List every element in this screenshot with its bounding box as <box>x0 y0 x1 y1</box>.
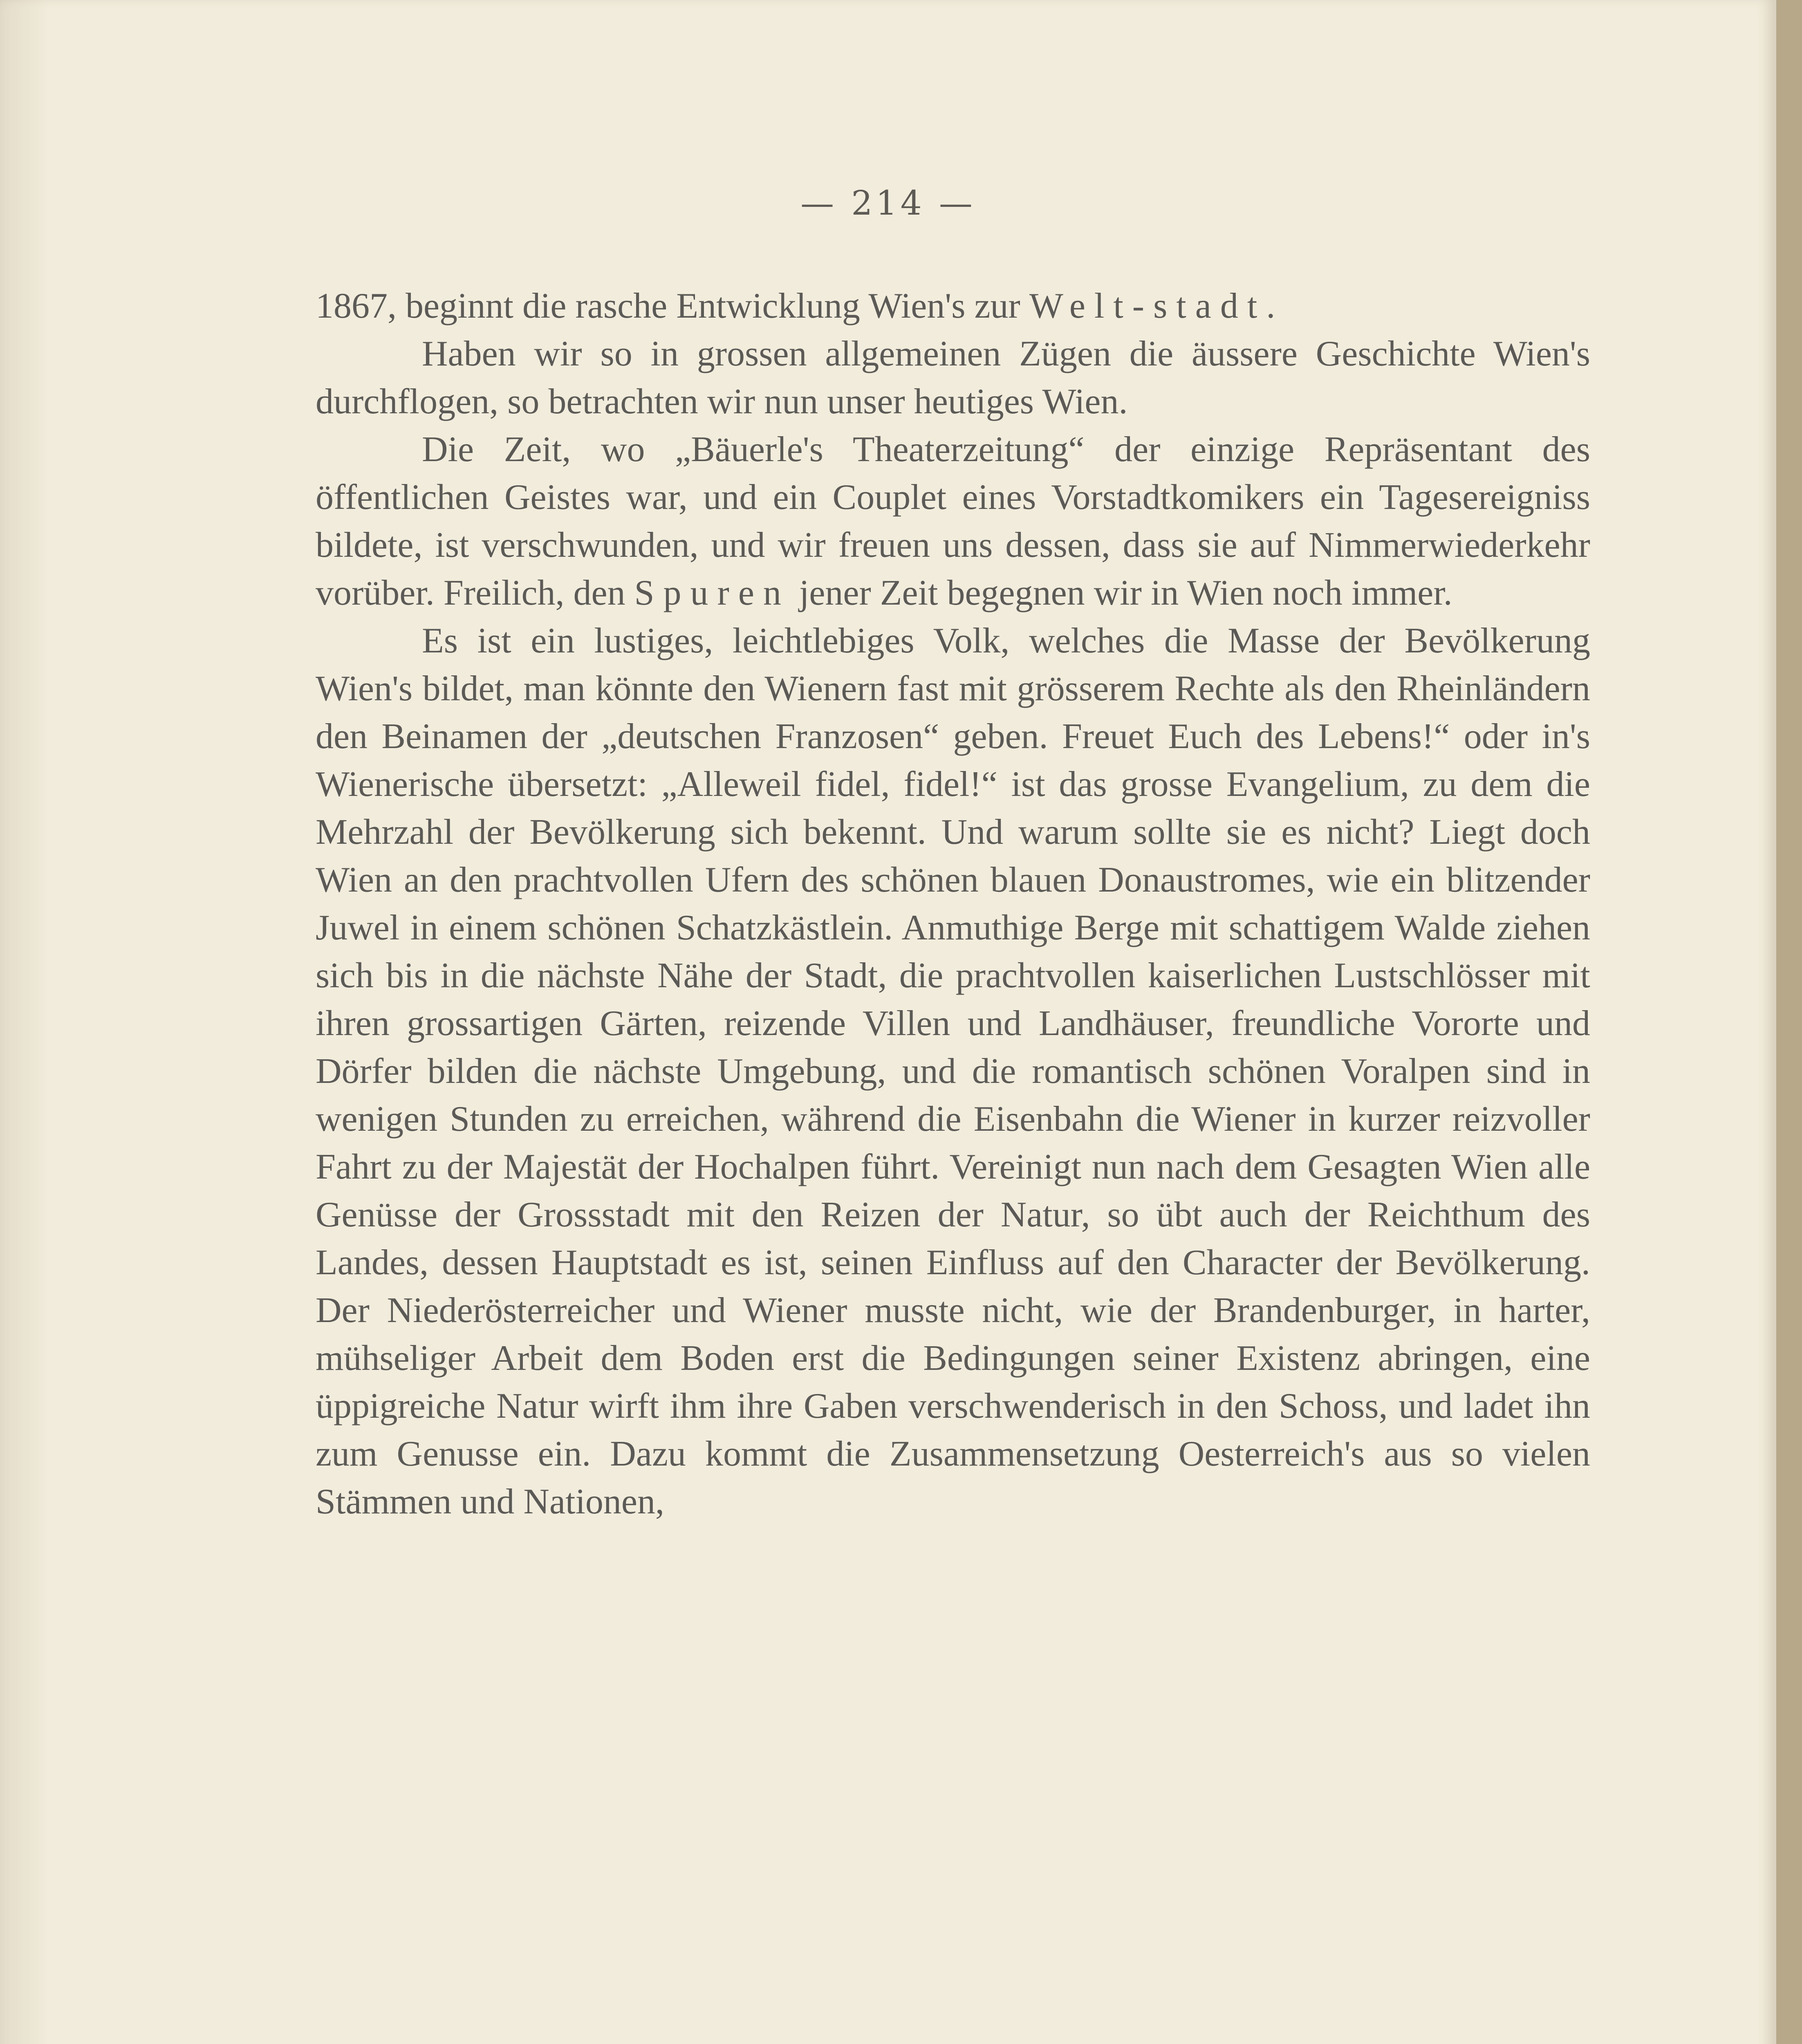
text-segment: Die Zeit, wo „Bäuerle's Theaterzeitung“ der einzige Repräsentant des öffentlichen Geistes war, und ein Couplet eines Vorstadtkomikers ein Tagesereigniss bildete, ist verschwunden, und wir freuen uns dessen, dass sie auf Nimmerwiederkehr vorüber. Freilich, den <box>316 430 1590 613</box>
paragraph <box>316 330 1590 426</box>
spaced-text-segment: Welt-stadt <box>1029 286 1266 326</box>
gutter-shade <box>0 0 49 2044</box>
paragraph <box>316 617 1590 1526</box>
spaced-text-segment: Spuren <box>634 573 790 613</box>
text-segment: Es ist ein lustiges, leichtlebiges Volk, welches die Masse der Bevölkerung Wien's bildet, man könnte den Wienern fast mit grösserem Rechte als den Rheinländern den Beinamen der „deutschen Franzosen“ geben. Freuet Euch des Lebens!“ oder in's Wienerische übersetzt: „Alleweil fidel, fidel!“ ist das grosse Evangelium, zu dem die Mehrzahl der Bevölkerung sich bekennt. Und warum sollte sie es nicht? Liegt doch Wien an den prachtvollen Ufern des schönen blauen Donaustromes, wie ein blitzender Juwel in einem schönen Schatzkästlein. Anmuthige Berge mit schattigem Walde ziehen sich bis in die nächste Nähe der Stadt, die prachtvollen kaiserlichen Lustschlösser mit ihren grossartigen Gärten, reizende Villen und Landhäuser, freundliche Vororte und Dörfer bilden die nächste Umgebung, und die romantisch schönen Voralpen sind in wenigen Stunden zu erreichen, während die Eisenbahn die Wiener in kurzer reizvoller Fahrt zu der Majestät der Hochalpen führt. Vereinigt nun nach dem Gesagten Wien alle Genüsse der Grossstadt mit den Reizen der Natur, so übt auch der Reichthum des Landes, dessen Hauptstadt es ist, seinen Einfluss auf den Character der Bevölkerung. Der Niederösterreicher und Wiener musste nicht, wie der Brandenburger, in harter, mühseliger Arbeit dem Boden erst die Bedingungen seiner Existenz abringen, eine üppigreiche Natur wirft ihm ihre Gaben verschwenderisch in den Schoss, und ladet ihn zum Genusse ein. Dazu kommt die Zusammensetzung Oesterreich's aus so vielen Stämmen und Nationen, <box>316 621 1590 1522</box>
page-number: — 214 — <box>800 184 976 223</box>
text-segment: . <box>1266 286 1275 326</box>
paragraph <box>316 426 1590 617</box>
text-segment: Haben wir so in grossen allgemeinen Zügen die äussere Geschichte Wien's durchflogen, so betrachten wir nun unser heutiges Wien. <box>316 334 1590 421</box>
body-text <box>316 282 1590 1526</box>
paragraph <box>316 282 1590 330</box>
text-segment: jener Zeit begegnen wir in Wien noch immer. <box>790 573 1452 613</box>
text-segment: 1867, beginnt die rasche Entwicklung Wien's zur <box>316 286 1029 326</box>
